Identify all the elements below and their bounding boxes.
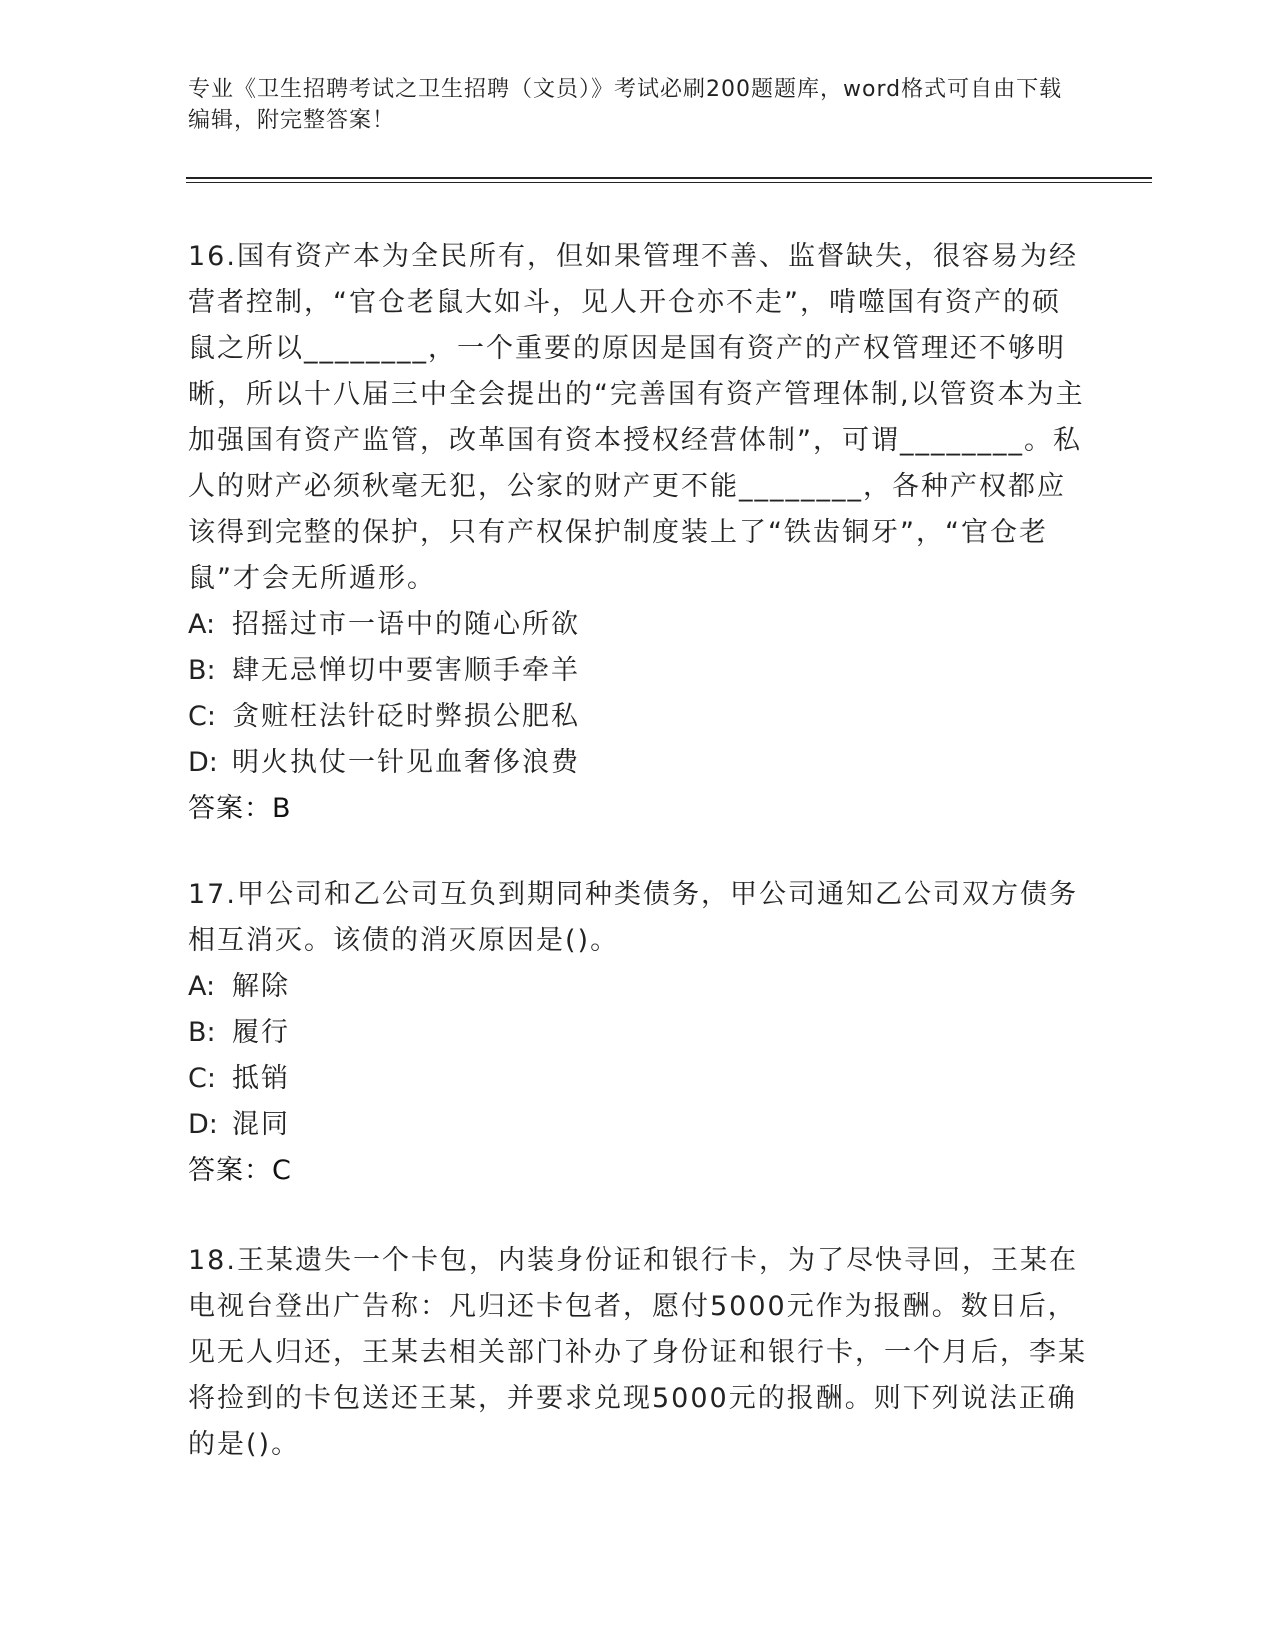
option-d bbox=[188, 1102, 1088, 1148]
question-text: 18.王某遗失一个卡包，内装身份证和银行卡，为了尽快寻回，王某在电视台登出广告称：凡归还卡包者，愿付5000元作为报酬。数日后，见无人归还，王某去相关部门补办了身份证和银行卡，一个月后，李某将捡到的卡包送还王某，并要求兑现5000元的报酬。则下列说法正确的是()。 bbox=[188, 1245, 1087, 1460]
option-d bbox=[188, 740, 1088, 786]
option-text: 贪赃枉法针砭时弊损公肥私 bbox=[232, 701, 580, 732]
option-label: B: bbox=[188, 1017, 216, 1048]
option-text: 抵销 bbox=[232, 1063, 290, 1094]
option-label: A: bbox=[188, 609, 216, 640]
question-17 bbox=[188, 872, 1088, 1194]
option-a bbox=[188, 964, 1088, 1010]
option-c bbox=[188, 694, 1088, 740]
question-text: 17.甲公司和乙公司互负到期同种类债务，甲公司通知乙公司双方债务相互消灭。该债的消灭原因是()。 bbox=[188, 879, 1078, 956]
option-label: C: bbox=[188, 701, 216, 732]
question-text: 16.国有资产本为全民所有，但如果管理不善、监督缺失，很容易为经营者控制，“官仓老鼠大如斗，见人开仓亦不走”，啃噬国有资产的硕鼠之所以________，一个重要的原因是国有资产的产权管理还不够明晰，所以十八届三中全会提出的“完善国有资产管理体制,以管资本为主加强国有资产监管，改革国有资本授权经营体制”，可谓________。私人的财产必须秋毫无犯，公家的财产更不能________，各种产权都应该得到完整的保护，只有产权保护制度装上了“铁齿铜牙”，“官仓老鼠”才会无所遁形。 bbox=[188, 241, 1085, 594]
answer: 答案：C bbox=[188, 1155, 292, 1186]
answer: 答案：B bbox=[188, 793, 292, 824]
option-b bbox=[188, 1010, 1088, 1056]
option-text: 履行 bbox=[232, 1017, 290, 1048]
header-divider-thin bbox=[186, 182, 1152, 183]
option-label: D: bbox=[188, 747, 218, 778]
option-text: 明火执仗一针见血奢侈浪费 bbox=[232, 747, 580, 778]
option-text: 混同 bbox=[232, 1109, 290, 1140]
option-c bbox=[188, 1056, 1088, 1102]
option-label: D: bbox=[188, 1109, 218, 1140]
option-a bbox=[188, 602, 1088, 648]
option-label: A: bbox=[188, 971, 216, 1002]
option-label: C: bbox=[188, 1063, 216, 1094]
header-divider bbox=[186, 177, 1152, 179]
option-text: 招摇过市一语中的随心所欲 bbox=[232, 609, 580, 640]
option-text: 肆无忌惮切中要害顺手牵羊 bbox=[232, 655, 580, 686]
document-header: 专业《卫生招聘考试之卫生招聘（文员）》考试必刷200题题库，word格式可自由下载编辑，附完整答案！ bbox=[188, 77, 1063, 133]
question-18 bbox=[188, 1238, 1088, 1468]
question-16 bbox=[188, 234, 1088, 832]
option-label: B: bbox=[188, 655, 216, 686]
option-text: 解除 bbox=[232, 971, 290, 1002]
option-b bbox=[188, 648, 1088, 694]
